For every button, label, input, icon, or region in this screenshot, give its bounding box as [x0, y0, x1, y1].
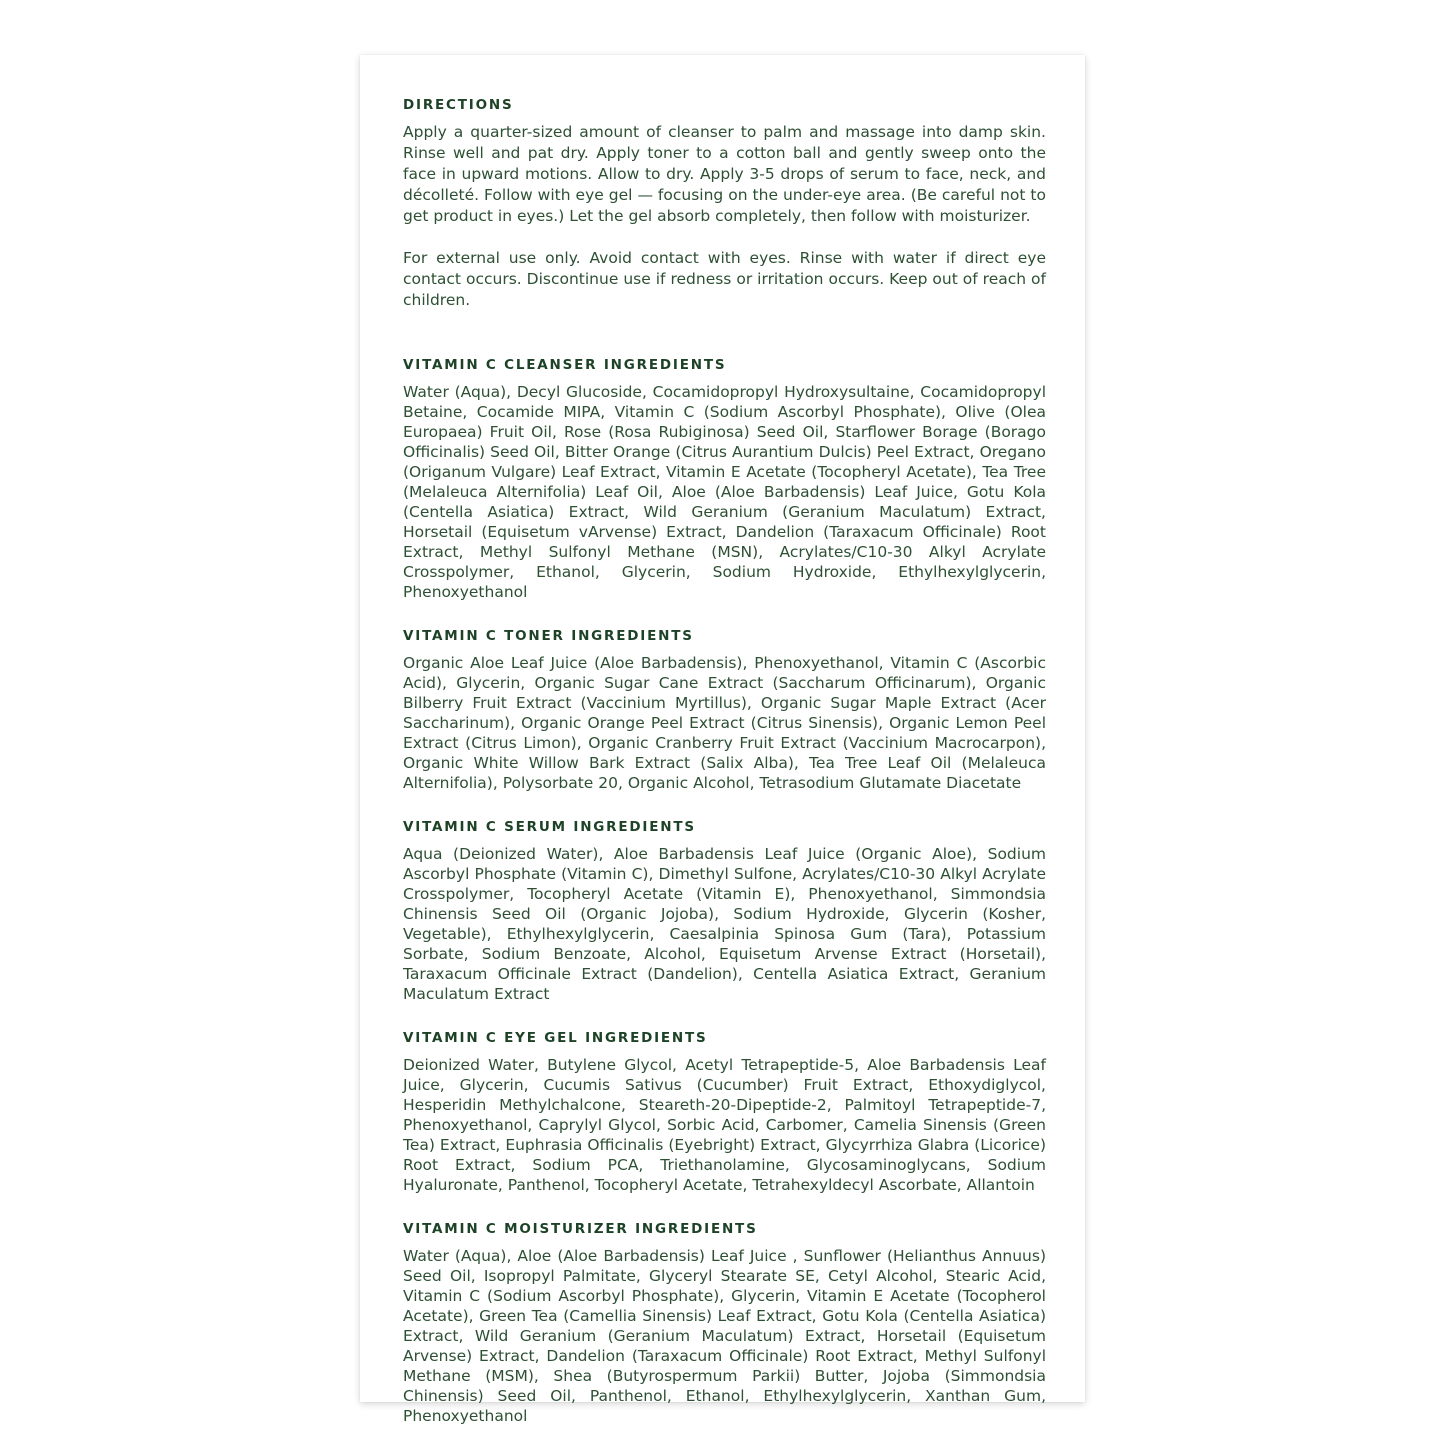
- cleanser-ingredients-list: Water (Aqua), Decyl Glucoside, Cocamidopropyl Hydroxysultaine, Cocamidopropyl Betaine, Cocamide MIPA, Vitamin C (Sodium Ascorbyl Phosphate), Olive (Olea Europaea) Fruit Oil, Rose (Rosa Rubiginosa) Seed Oil, Starflower Borage (Borago Officinalis) Seed Oil, Bitter Orange (Citrus Aurantium Dulcis) Peel Extract, Oregano (Origanum Vulgare) Leaf Extract, Vitamin E Acetate (Tocopheryl Acetate), Tea Tree (Melaleuca Alternifolia) Leaf Oil, Aloe (Aloe Barbadensis) Leaf Juice, Gotu Kola (Centella Asiatica) Extract, Wild Geranium (Geranium Maculatum) Extract, Horsetail (Equisetum vArvense) Extract, Dandelion (Taraxacum Officinale) Root Extract, Methyl Sulfonyl Methane (MSN), Acrylates/C10-30 Alkyl Acrylate Crosspolymer, Ethanol, Glycerin, Sodium Hydroxide, Ethylhexylglycerin, Phenoxyethanol: [403, 383, 1046, 601]
- section-serum-ingredients: [403, 819, 1046, 1004]
- directions-heading: DIRECTIONS: [403, 97, 514, 113]
- section-toner-ingredients: [403, 628, 1046, 793]
- directions-usage-paragraph: Apply a quarter-sized amount of cleanser to palm and massage into damp skin. Rinse well and pat dry. Apply toner to a cotton ball and gently sweep onto the face in upward motions. Allow to dry. Apply 3-5 drops of serum to face, neck, and décolleté. Follow with eye gel — focusing on the under-eye area. (Be careful not to get product in eyes.) Let the gel absorb completely, then follow with moisturizer.: [403, 123, 1046, 225]
- section-moisturizer-ingredients: [403, 1221, 1046, 1426]
- section-cleanser-ingredients: [403, 357, 1046, 602]
- product-label-card: [360, 55, 1085, 1425]
- serum-ingredients-heading: VITAMIN C SERUM INGREDIENTS: [403, 819, 696, 835]
- cleanser-ingredients-heading: VITAMIN C CLEANSER INGREDIENTS: [403, 357, 727, 373]
- moisturizer-ingredients-list: Water (Aqua), Aloe (Aloe Barbadensis) Leaf Juice , Sunflower (Helianthus Annuus) Seed Oil, Isopropyl Palmitate, Glyceryl Stearate SE, Cetyl Alcohol, Stearic Acid, Vitamin C (Sodium Ascorbyl Phosphate), Glycerin, Vitamin E Acetate (Tocopherol Acetate), Green Tea (Camellia Sinensis) Leaf Extract, Gotu Kola (Centella Asiatica) Extract, Wild Geranium (Geranium Maculatum) Extract, Horsetail (Equisetum Arvense) Extract, Dandelion (Taraxacum Officinale) Root Extract, Methyl Sulfonyl Methane (MSM), Shea (Butyrospermum Parkii) Butter, Jojoba (Simmondsia Chinensis) Seed Oil, Panthenol, Ethanol, Ethylhexylglycerin, Xanthan Gum, Phenoxyethanol: [403, 1247, 1046, 1425]
- eye-gel-ingredients-list: Deionized Water, Butylene Glycol, Acetyl Tetrapeptide-5, Aloe Barbadensis Leaf Juice, Glycerin, Cucumis Sativus (Cucumber) Fruit Extract, Ethoxydiglycol, Hesperidin Methylchalcone, Steareth-20-Dipeptide-2, Palmitoyl Tetrapeptide-7, Phenoxyethanol, Caprylyl Glycol, Sorbic Acid, Carbomer, Camelia Sinensis (Green Tea) Extract, Euphrasia Officinalis (Eyebright) Extract, Glycyrrhiza Glabra (Licorice) Root Extract, Sodium PCA, Triethanolamine, Glycosaminoglycans, Sodium Hyaluronate, Panthenol, Tocopheryl Acetate, Tetrahexyldecyl Ascorbate, Allantoin: [403, 1056, 1046, 1194]
- toner-ingredients-heading: VITAMIN C TONER INGREDIENTS: [403, 628, 694, 644]
- serum-ingredients-list: Aqua (Deionized Water), Aloe Barbadensis Leaf Juice (Organic Aloe), Sodium Ascorbyl Phosphate (Vitamin C), Dimethyl Sulfone, Acrylates/C10-30 Alkyl Acrylate Crosspolymer, Tocopheryl Acetate (Vitamin E), Phenoxyethanol, Simmondsia Chinensis Seed Oil (Organic Jojoba), Sodium Hydroxide, Glycerin (Kosher, Vegetable), Ethylhexylglycerin, Caesalpinia Spinosa Gum (Tara), Potassium Sorbate, Sodium Benzoate, Alcohol, Equisetum Arvense Extract (Horsetail), Taraxacum Officinale Extract (Dandelion), Centella Asiatica Extract, Geranium Maculatum Extract: [403, 845, 1046, 1003]
- directions-warning-paragraph: For external use only. Avoid contact with eyes. Rinse with water if direct eye contact occurs. Discontinue use if redness or irritation occurs. Keep out of reach of children.: [403, 249, 1046, 309]
- moisturizer-ingredients-heading: VITAMIN C MOISTURIZER INGREDIENTS: [403, 1221, 758, 1237]
- section-eye-gel-ingredients: [403, 1030, 1046, 1195]
- eye-gel-ingredients-heading: VITAMIN C EYE GEL INGREDIENTS: [403, 1030, 708, 1046]
- section-directions: [403, 97, 1046, 311]
- toner-ingredients-list: Organic Aloe Leaf Juice (Aloe Barbadensis), Phenoxyethanol, Vitamin C (Ascorbic Acid), Glycerin, Organic Sugar Cane Extract (Saccharum Officinarum), Organic Bilberry Fruit Extract (Vaccinium Myrtillus), Organic Sugar Maple Extract (Acer Saccharinum), Organic Orange Peel Extract (Citrus Sinensis), Organic Lemon Peel Extract (Citrus Limon), Organic Cranberry Fruit Extract (Vaccinium Macrocarpon), Organic White Willow Bark Extract (Salix Alba), Tea Tree Leaf Oil (Melaleuca Alternifolia), Polysorbate 20, Organic Alcohol, Tetrasodium Glutamate Diacetate: [403, 654, 1046, 792]
